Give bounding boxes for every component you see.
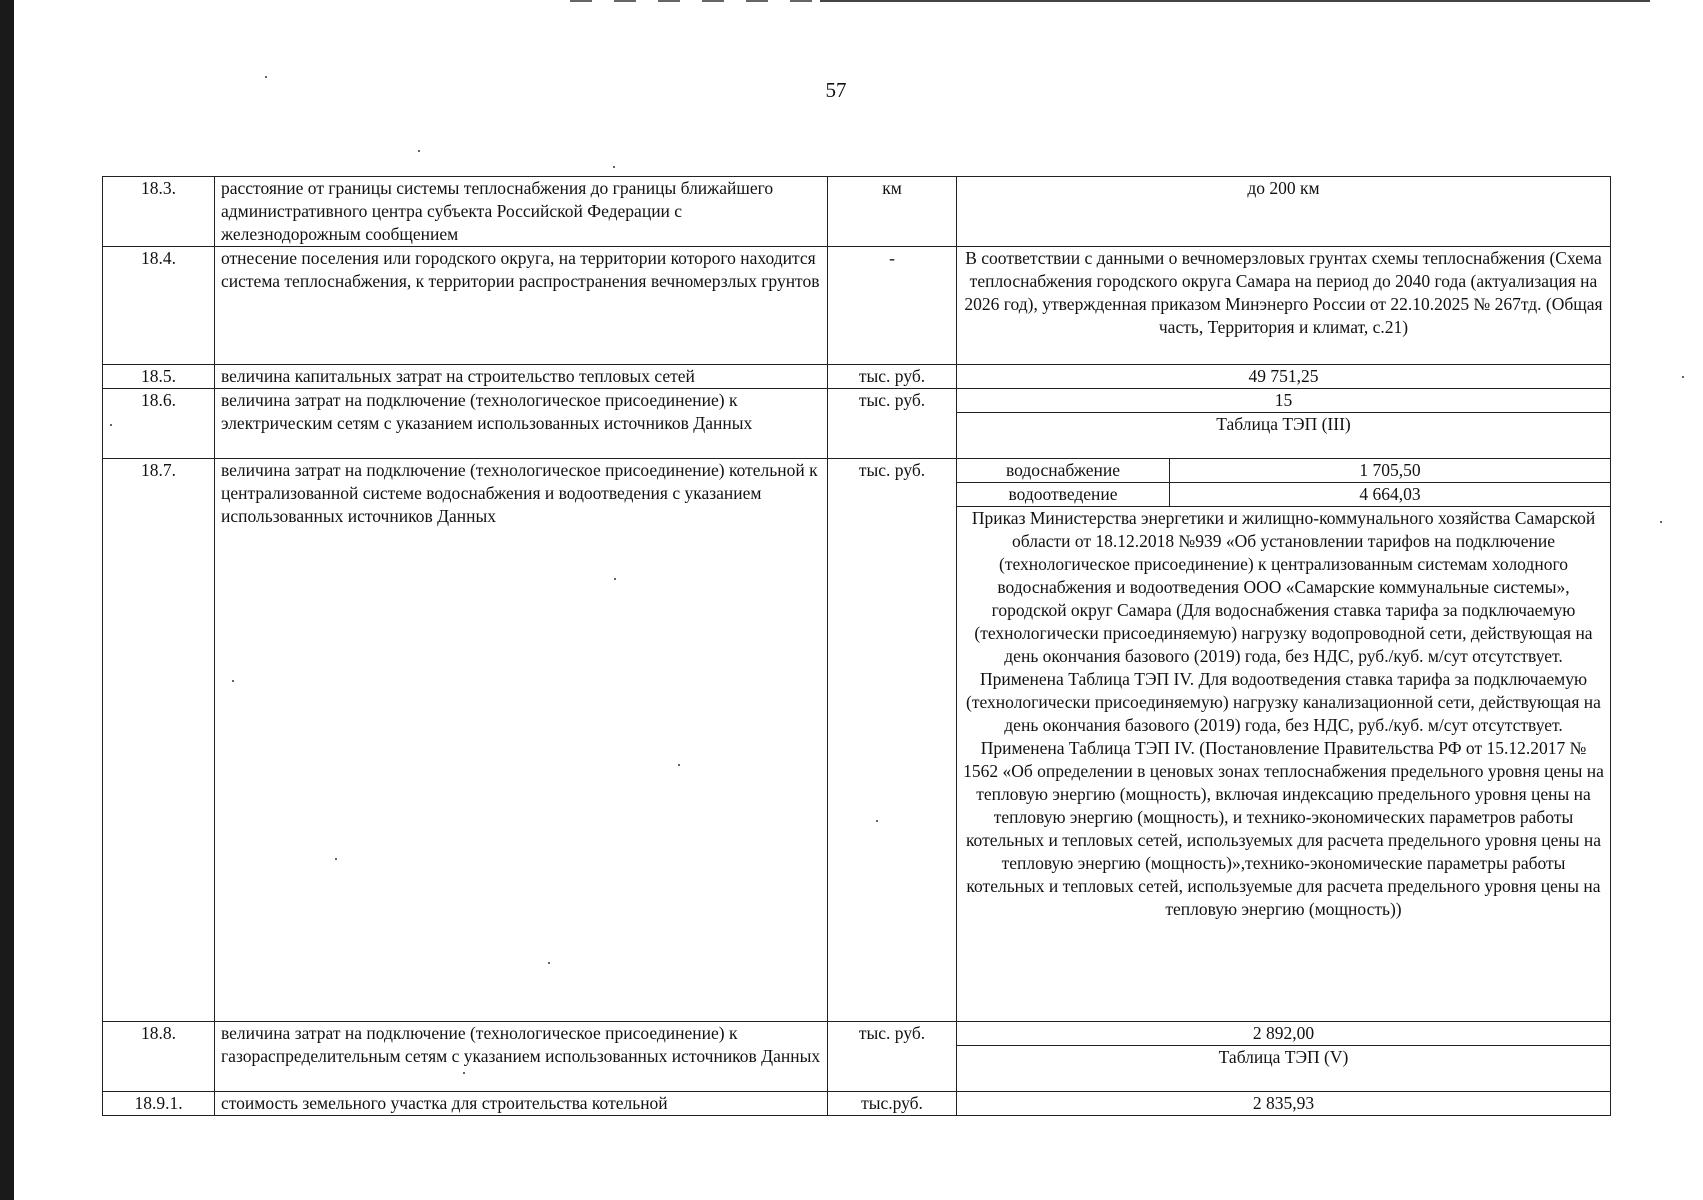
table-row — [103, 365, 1611, 389]
row-description: величина капитальных затрат на строительство тепловых сетей — [215, 365, 828, 389]
row-value-cell — [957, 459, 1611, 1022]
table-row — [103, 177, 1611, 247]
row-number: 18.5. — [103, 365, 215, 389]
value-subtable — [957, 459, 1610, 921]
water-supply-value: 1 705,50 — [1359, 460, 1421, 480]
row-source: Приказ Министерства энергетики и жилищно-коммунального хозяйства Самарской области от 18.12.2018 №939 «Об установлении тарифов на подключение (технологическое присоединение) к централизованным системам холодного водоснабжения и водоотведения ООО «Самарские коммунальные системы», городской округ Самара (Для водоснабжения ставка тарифа за подключаемую (технологически присоединяемую) нагрузку водопроводной сети, действующая на день окончания базового (2019) года, без НДС, руб./куб. м/сут отсутствует. Применена Таблица ТЭП IV. Для водоотведения ставка тарифа за подключаемую (технологически присоединяемую) нагрузку канализационной сети, действующая на день окончания базового (2019) года, без НДС, руб./куб. м/сут отсутствует. Применена Таблица ТЭП IV. (Постановление Правительства РФ от 15.12.2017 № 1562 «Об определении в ценовых зонах теплоснабжения предельного уровня цены на тепловую энергию (мощность), включая индексацию предельного уровня цены на тепловую энергию (мощность), и технико-экономических параметров работы котельных и тепловых сетей, используемых для расчета предельного уровня цены на тепловую энергию (мощность)»,технико-экономические параметры работы котельных и тепловых сетей, используемые для расчета предельного уровня цены на тепловую энергию (мощность)) — [957, 507, 1610, 922]
table-row — [103, 247, 1611, 365]
row-source: Таблица ТЭП (V) — [957, 1046, 1610, 1091]
row-number: 18.4. — [103, 247, 215, 365]
scan-speck — [548, 962, 550, 964]
parameters-table — [102, 176, 1611, 1116]
water-supply-label: водоснабжение — [957, 459, 1170, 483]
row-unit: тыс. руб. — [828, 459, 957, 1022]
row-value: до 200 км — [957, 177, 1611, 247]
scan-speck — [1660, 521, 1662, 523]
row-unit: тыс.руб. — [828, 1092, 957, 1116]
row-description: отнесение поселения или городского округа, на территории которого находится система теплоснабжения, к территории распространения вечномерзлых грунтов — [215, 247, 828, 365]
scan-top-rule — [820, 0, 1650, 2]
table-row — [103, 459, 1611, 1022]
scan-speck — [1682, 376, 1684, 378]
row-description: стоимость земельного участка для строительства котельной — [215, 1092, 828, 1116]
row-value: В соответствии с данными о вечномерзловых грунтах схемы теплоснабжения (Схема теплоснабжения городского округа Самара на период до 2040 года (актуализация на 2026 год), утвержденная приказом Минэнерго России от 22.10.2025 № 267тд. (Общая часть, Территория и климат, с.21) — [957, 247, 1611, 365]
page-number: 57 — [825, 78, 847, 102]
scan-speck — [463, 1072, 465, 1074]
row-value: 15 — [1274, 390, 1293, 410]
row-description: расстояние от границы системы теплоснабжения до границы ближайшего административного центра субъекта Российской Федерации с железнодорожным сообщением — [215, 177, 828, 247]
row-unit: тыс. руб. — [828, 1022, 957, 1092]
row-number: 18.6. — [103, 389, 215, 459]
row-description: величина затрат на подключение (технологическое присоединение) к электрическим сетям с указанием использованных источников Данных — [215, 389, 828, 459]
row-value: 2 835,93 — [957, 1092, 1611, 1116]
row-unit: тыс. руб. — [828, 365, 957, 389]
row-value: 2 892,00 — [1252, 1023, 1315, 1043]
scan-speck — [876, 820, 878, 822]
row-number: 18.8. — [103, 1022, 215, 1092]
row-number: 18.9.1. — [103, 1092, 215, 1116]
scan-speck — [335, 858, 337, 860]
scan-speck — [110, 424, 112, 426]
scan-speck — [678, 764, 680, 766]
row-unit: - — [828, 247, 957, 365]
table-row — [103, 1022, 1611, 1092]
row-number: 18.3. — [103, 177, 215, 247]
row-source: Таблица ТЭП (III) — [957, 413, 1610, 458]
scan-speck — [232, 680, 234, 682]
row-description: величина затрат на подключение (технологическое присоединение) к газораспределительным сетям с указанием использованных источников Данных — [215, 1022, 828, 1092]
water-disposal-label: водоотведение — [957, 483, 1170, 507]
scan-speck — [613, 166, 615, 168]
row-value-cell — [957, 389, 1611, 459]
row-unit: тыс. руб. — [828, 389, 957, 459]
scan-left-edge — [0, 0, 14, 1200]
row-number: 18.7. — [103, 459, 215, 1022]
scan-top-marks — [570, 0, 830, 2]
row-unit: км — [828, 177, 957, 247]
table-row — [103, 389, 1611, 459]
scan-speck — [265, 76, 267, 78]
value-subtable — [957, 1022, 1610, 1091]
row-description: величина затрат на подключение (технологическое присоединение) котельной к централизованной системе водоснабжения и водоотведения с указанием использованных источников Данных — [215, 459, 828, 1022]
scan-speck — [418, 150, 420, 152]
row-value: 49 751,25 — [957, 365, 1611, 389]
water-disposal-value: 4 664,03 — [1170, 483, 1611, 507]
value-subtable — [957, 389, 1610, 458]
row-value-cell — [957, 1022, 1611, 1092]
scan-speck — [614, 578, 616, 580]
table-row — [103, 1092, 1611, 1116]
